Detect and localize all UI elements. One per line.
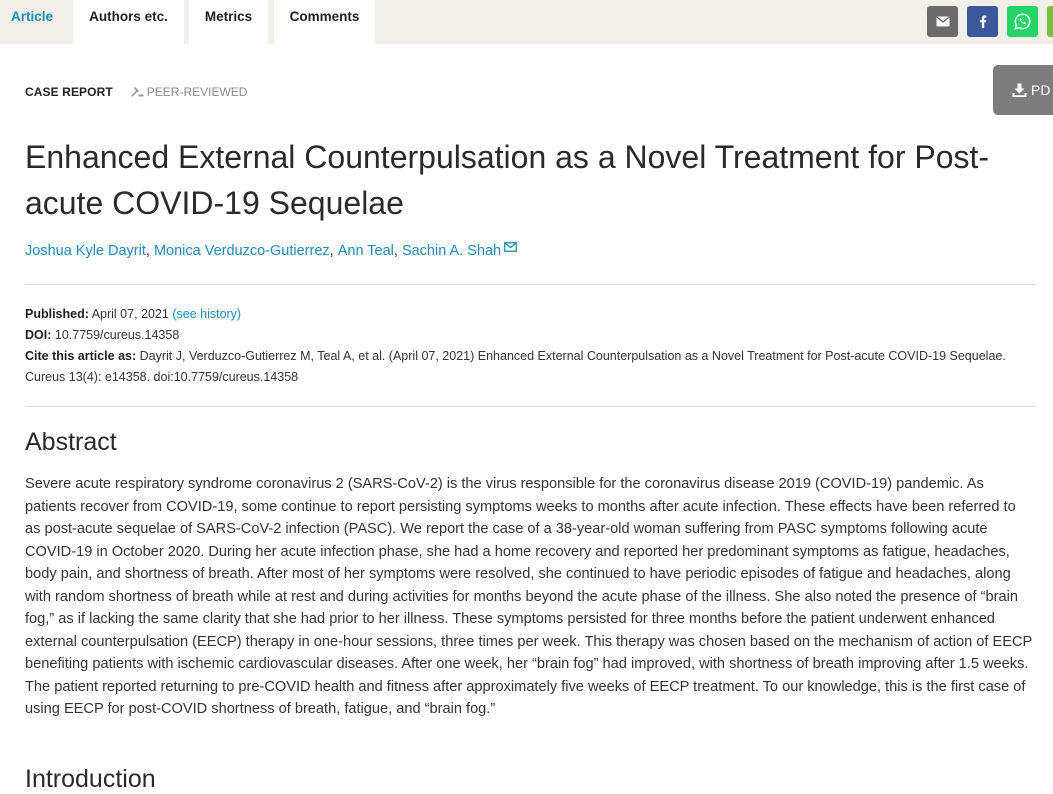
doi-label: DOI: [25, 328, 52, 342]
email-icon [936, 16, 950, 27]
citation-line [25, 346, 1035, 388]
published-date: April 07, 2021 [91, 307, 169, 321]
cite-label: Cite this article as: [25, 349, 137, 363]
divider [25, 406, 1036, 407]
facebook-icon [979, 15, 987, 28]
doi-line [25, 325, 1035, 346]
author-link[interactable]: Sachin A. Shah [401, 243, 502, 259]
tab-metrics[interactable]: Metrics [189, 0, 268, 44]
download-pdf-button[interactable] [993, 65, 1053, 115]
author-list: Joshua Kyle Dayrit , Monica Verduzco-Gutierrez , Ann Teal , Sachin A. Shah [25, 243, 517, 259]
publication-info [25, 304, 1035, 388]
corresponding-author-mail-icon[interactable] [504, 242, 517, 252]
doi-value: 10.7759/cureus.14358 [54, 328, 180, 342]
author-link[interactable]: Ann Teal [337, 243, 394, 259]
share-whatsapp-button[interactable] [1007, 6, 1038, 37]
share-more-button[interactable] [1047, 6, 1053, 37]
article-title: Enhanced External Counterpulsation as a Novel Treatment for Post-acute COVID-19 Sequelae [25, 139, 990, 221]
divider [25, 284, 1036, 285]
published-label: Published: [25, 307, 89, 321]
download-pdf-label: PD [1031, 82, 1051, 98]
peer-reviewed-label: PEER-REVIEWED [146, 85, 248, 99]
see-history-link[interactable]: (see history) [172, 307, 242, 321]
published-line [25, 304, 1035, 325]
tab-article[interactable]: Article [0, 0, 70, 44]
article-type-label: CASE REPORT [25, 85, 113, 99]
abstract-heading: Abstract [25, 428, 117, 456]
tab-comments[interactable]: Comments [274, 0, 375, 44]
author-link[interactable]: Monica Verduzco-Gutierrez [153, 243, 330, 259]
gavel-icon [130, 86, 144, 98]
share-facebook-button[interactable] [967, 6, 998, 37]
abstract-text: Severe acute respiratory syndrome coronavirus 2 (SARS-CoV-2) is the virus responsible for the coronavirus disease 2019 (COVID-19) pandemic. As patients recover from COVID-19, some continue to report persisting symptoms weeks to months after acute infection. These effects have been referred to as post-acute sequelae of SARS-CoV-2 infection (PASC). We report the case of a 38-year-old woman suffering from PASC symptoms following acute COVID-19 in October 2020. During her acute infection phase, she had a home recovery and reported her predominant symptoms as fatigue, headaches, body pain, and shortness of breath. After most of her symptoms were resolved, she continued to have periodic episodes of fatigue and headaches, along with random shortness of breath while at rest and during activities for months beyond the acute phase of the illness. She also noted the presence of “brain fog,” as if lacking the same clarity that she had prior to her illness. These symptoms persisted for three months before the patient underwent enhanced external counterpulsation (EECP) therapy in one-hour sessions, three times per week. This therapy was chosen based on the mechanism of action of EECP benefiting patients with ischemic cardiovascular diseases. After one week, her “brain fog” had improved, with shortness of breath improving after 1.5 weeks. The patient reported returning to pre-COVID health and fitness after approximately five weeks of EECP treatment. To our knowledge, this is the first case of using EECP for post-COVID shortness of breath, fatigue, and “brain fog.” [25, 476, 1032, 717]
article-meta-row [25, 85, 247, 99]
share-email-button[interactable] [927, 6, 958, 37]
download-icon [1012, 83, 1027, 98]
citation-text: Dayrit J, Verduzco-Gutierrez M, Teal A, et al. (April 07, 2021) Enhanced External Counterpulsation as a Novel Treatment for Post-acute COVID-19 Sequelae. Cureus 13(4): e14358. doi:10.7759/cureus.14358 [25, 349, 1006, 384]
top-nav-bar [0, 0, 1053, 44]
author-link[interactable]: Joshua Kyle Dayrit [25, 243, 146, 259]
tab-authors[interactable]: Authors etc. [73, 0, 184, 44]
whatsapp-icon [1014, 13, 1031, 30]
introduction-heading: Introduction [25, 765, 156, 793]
peer-reviewed-badge [130, 85, 248, 99]
